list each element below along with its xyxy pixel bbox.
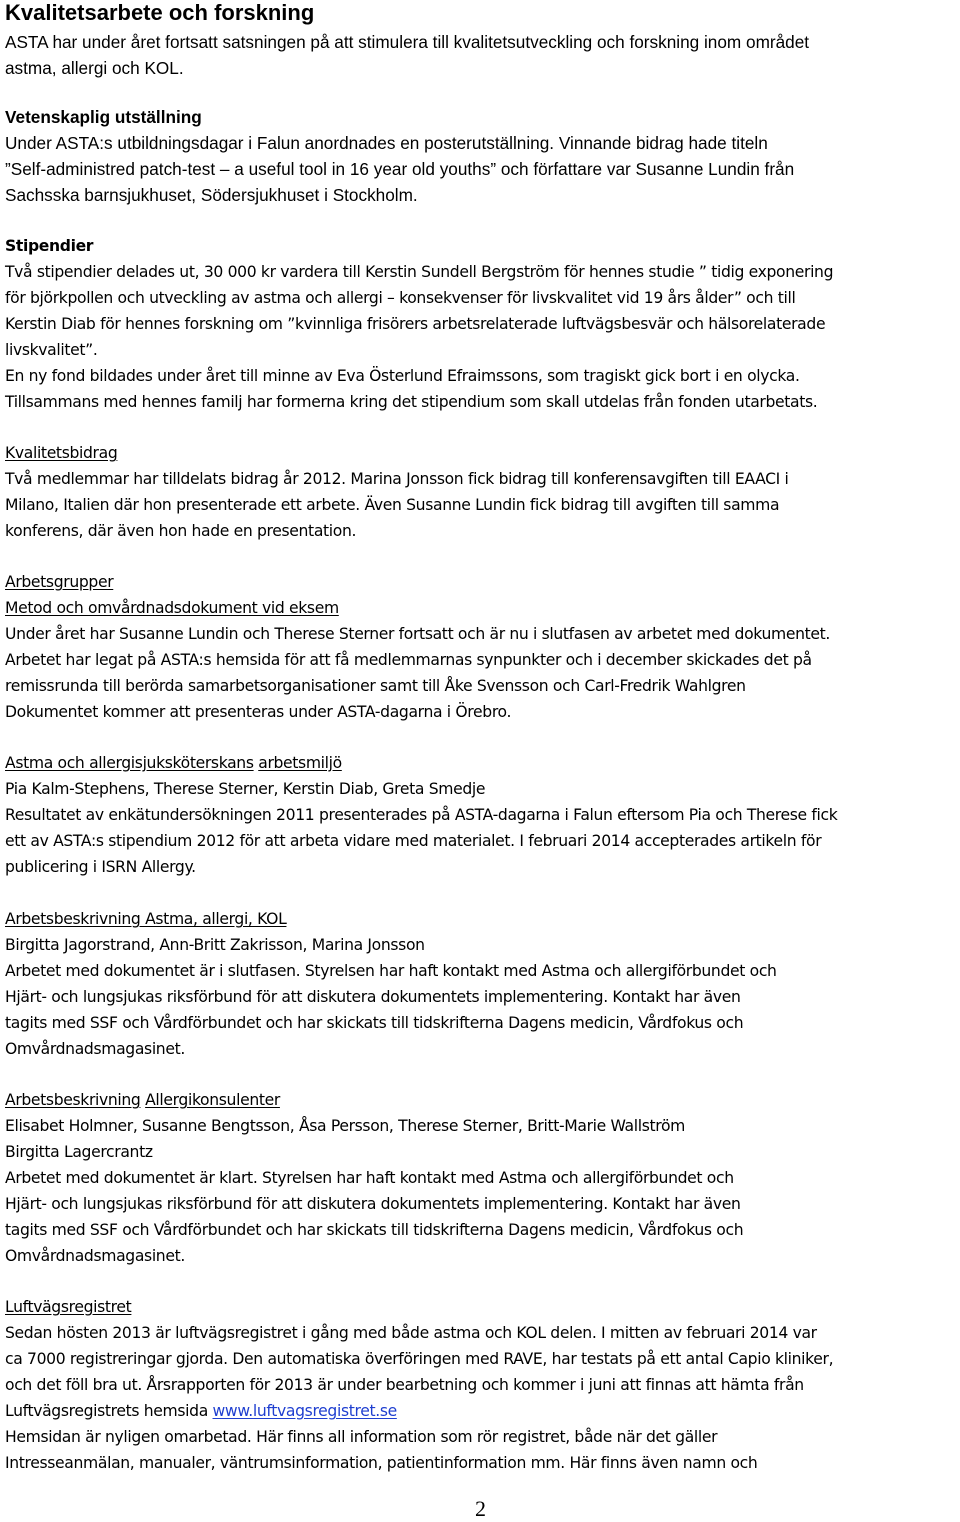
paragraph-line: Tillsammans med hennes familj har formerna kring det stipendium som skall utdelas från fonden utarbetats. bbox=[5, 393, 818, 411]
subheading-konsulenter bbox=[5, 1087, 280, 1113]
paragraph-line: Birgitta Jagorstrand, Ann-Britt Zakrisson, Marina Jonsson bbox=[5, 936, 425, 954]
paragraph-line: tagits med SSF och Vårdförbundet och har skickats till tidskrifterna Dagens medicin, Vårdfokus och bbox=[5, 1221, 744, 1239]
paragraph-line: Milano, Italien där hon presenterade ett arbete. Även Susanne Lundin fick bidrag till avgiften till samma bbox=[5, 496, 780, 514]
paragraph-line-with-link bbox=[5, 1398, 397, 1424]
paragraph-line: livskvalitet”. bbox=[5, 341, 98, 359]
paragraph-line: för björkpollen och utveckling av astma och allergi – konsekvenser för livskvalitet vid 19 års ålder” och till bbox=[5, 289, 796, 307]
paragraph-line: Pia Kalm-Stephens, Therese Sterner, Kerstin Diab, Greta Smedje bbox=[5, 780, 486, 798]
paragraph-line: Två stipendier delades ut, 30 000 kr vardera till Kerstin Sundell Bergström för hennes studie ” tidig exponering bbox=[5, 263, 834, 281]
paragraph-line: Sedan hösten 2013 är luftvägsregistret i gång med både astma och KOL delen. I mitten av februari 2014 var bbox=[5, 1324, 817, 1342]
paragraph-line: Under ASTA:s utbildningsdagar i Falun anordnades en posterutställning. Vinnande bidrag hade titeln bbox=[5, 133, 768, 153]
paragraph-line: konferens, där även hon hade en presentation. bbox=[5, 522, 357, 540]
section-heading-stipendier: Stipendier bbox=[5, 237, 94, 255]
intro-line: ASTA har under året fortsatt satsningen på att stimulera till kvalitetsutveckling och forskning inom området bbox=[5, 32, 810, 52]
paragraph-line: Dokumentet kommer att presenteras under ASTA-dagarna i Örebro. bbox=[5, 703, 512, 721]
paragraph-line: Arbetet med dokumentet är klart. Styrelsen har haft kontakt med Astma och allergiförbundet och bbox=[5, 1169, 734, 1187]
paragraph-line: ett av ASTA:s stipendium 2012 för att arbeta vidare med materialet. I februari 2014 accepterades artikeln för bbox=[5, 832, 822, 850]
paragraph-line: Intresseanmälan, manualer, väntrumsinformation, patientinformation mm. Här finns även namn och bbox=[5, 1454, 758, 1472]
paragraph-line: Två medlemmar har tilldelats bidrag år 2012. Marina Jonsson fick bidrag till konferensavgiften till EAACI i bbox=[5, 470, 789, 488]
page-number: 2 bbox=[475, 1496, 486, 1521]
link-prefix: Luftvägsregistrets hemsida bbox=[5, 1402, 213, 1420]
section-heading-luftvagsregistret: Luftvägsregistret bbox=[5, 1298, 132, 1316]
paragraph-line: Hemsidan är nyligen omarbetad. Här finns all information som rör registret, både när det gäller bbox=[5, 1428, 718, 1446]
luftvagsregistret-link[interactable]: www.luftvagsregistret.se bbox=[212, 1402, 397, 1420]
paragraph-line: Omvårdnadsmagasinet. bbox=[5, 1040, 185, 1058]
paragraph-line: tagits med SSF och Vårdförbundet och har skickats till tidskrifterna Dagens medicin, Vårdfokus och bbox=[5, 1014, 744, 1032]
paragraph-line: Arbetet har legat på ASTA:s hemsida för att få medlemmarnas synpunkter och i december skickades det på bbox=[5, 651, 812, 669]
paragraph-line: Arbetet med dokumentet är i slutfasen. Styrelsen har haft kontakt med Astma och allergiförbundet och bbox=[5, 962, 777, 980]
subheading-part: Allergikonsulenter bbox=[145, 1091, 280, 1109]
paragraph-line: Under året har Susanne Lundin och Therese Sterner fortsatt och är nu i slutfasen av arbetet med dokumentet. bbox=[5, 625, 831, 643]
section-heading-arbetsgrupper: Arbetsgrupper bbox=[5, 573, 114, 591]
paragraph-line: Hjärt- och lungsjukas riksförbund för att diskutera dokumentets implementering. Kontakt har även bbox=[5, 1195, 741, 1213]
section-heading-vetenskaplig: Vetenskaplig utställning bbox=[5, 107, 202, 127]
subheading-kol: Arbetsbeskrivning Astma, allergi, KOL bbox=[5, 910, 287, 928]
paragraph-line: och det föll bra ut. Årsrapporten för 2013 är under bearbetning och kommer i juni att finnas att hämta från bbox=[5, 1376, 804, 1394]
page-title: Kvalitetsarbete och forskning bbox=[5, 0, 315, 25]
subheading-part: Astma och allergisjuksköterskans bbox=[5, 754, 254, 772]
paragraph-line: Kerstin Diab för hennes forskning om ”kvinnliga frisörers arbetsrelaterade luftvägsbesvär och hälsorelaterade bbox=[5, 315, 826, 333]
paragraph-line: publicering i ISRN Allergy. bbox=[5, 858, 196, 876]
subheading-part: arbetsmiljö bbox=[258, 754, 342, 772]
paragraph-line: Birgitta Lagercrantz bbox=[5, 1143, 153, 1161]
subheading-arbetsmiljo bbox=[5, 750, 342, 776]
section-heading-kvalitetsbidrag: Kvalitetsbidrag bbox=[5, 444, 118, 462]
subheading-part: Arbetsbeskrivning bbox=[5, 1091, 141, 1109]
paragraph-line: Hjärt- och lungsjukas riksförbund för att diskutera dokumentets implementering. Kontakt har även bbox=[5, 988, 741, 1006]
paragraph-line: ”Self-administred patch-test – a useful tool in 16 year old youths” och författare var Susanne Lundin från bbox=[5, 159, 795, 179]
paragraph-line: ca 7000 registreringar gjorda. Den automatiska överföringen med RAVE, har testats på ett antal Capio kliniker, bbox=[5, 1350, 834, 1368]
paragraph-line: Omvårdnadsmagasinet. bbox=[5, 1247, 185, 1265]
paragraph-line: Elisabet Holmner, Susanne Bengtsson, Åsa Persson, Therese Sterner, Britt-Marie Wallström bbox=[5, 1117, 686, 1135]
paragraph-line: Resultatet av enkätundersökningen 2011 presenterades på ASTA-dagarna i Falun eftersom Pia och Therese fick bbox=[5, 806, 838, 824]
paragraph-line: En ny fond bildades under året till minne av Eva Österlund Efraimssons, som tragiskt gick bort i en olycka. bbox=[5, 367, 800, 385]
intro-line: astma, allergi och KOL. bbox=[5, 58, 184, 78]
paragraph-line: Sachsska barnsjukhuset, Södersjukhuset i Stockholm. bbox=[5, 185, 418, 205]
subheading-metod: Metod och omvårdnadsdokument vid eksem bbox=[5, 599, 339, 617]
paragraph-line: remissrunda till berörda samarbetsorganisationer samt till Åke Svensson och Carl-Fredrik Wahlgren bbox=[5, 677, 746, 695]
